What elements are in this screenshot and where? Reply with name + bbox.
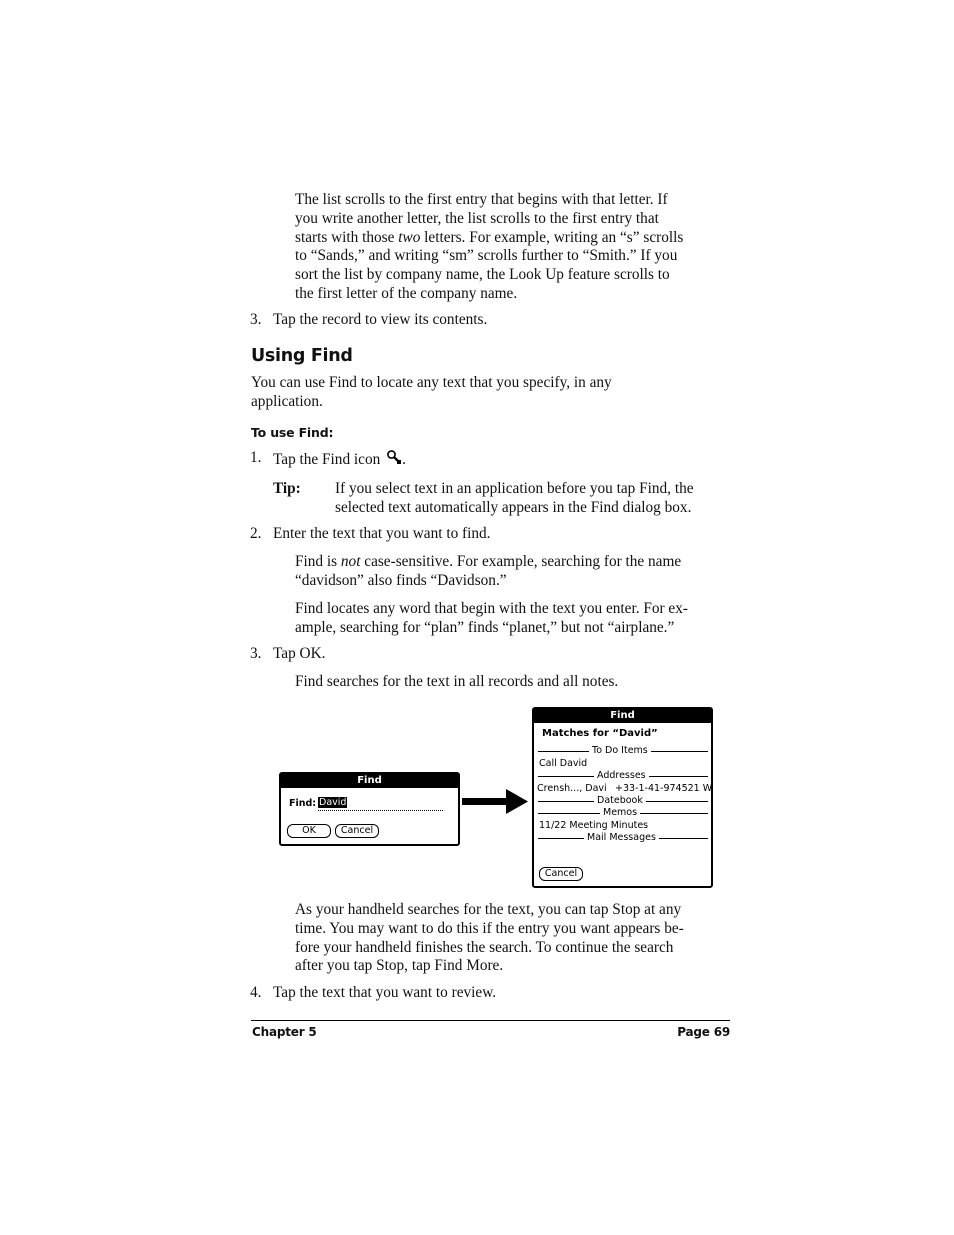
result-item-address[interactable] bbox=[537, 783, 713, 794]
tip-text bbox=[335, 480, 735, 518]
text-line: starts with those two letters. For example, writing an “s” scrolls bbox=[295, 228, 684, 246]
section-intro bbox=[251, 374, 731, 412]
text-line: Find locates any word that begin with the text you enter. For ex- bbox=[295, 600, 688, 617]
address-phone: +33-1-41-974521 W bbox=[615, 783, 713, 794]
text-line: the first letter of the company name. bbox=[295, 284, 518, 302]
step-text: Tap the record to view its contents. bbox=[273, 311, 488, 328]
section-header-datebook: Datebook bbox=[594, 795, 646, 806]
step-text: Tap the Find icon . bbox=[273, 451, 406, 468]
step-3-paragraph-2 bbox=[295, 901, 735, 976]
text-line: You can use Find to locate any text that you specify, in any bbox=[251, 374, 612, 391]
text-line: fore your handheld finishes the search. To continue the search bbox=[295, 938, 674, 956]
text-line: “davidson” also finds “Davidson.” bbox=[295, 571, 507, 589]
step-text: Tap OK. bbox=[273, 645, 326, 662]
result-item-todo[interactable]: Call David bbox=[539, 758, 588, 769]
address-name: Crensh..., Davi bbox=[537, 783, 607, 794]
text-line: after you tap Stop, tap Find More. bbox=[295, 957, 504, 975]
find-results-dialog bbox=[532, 707, 713, 888]
footer-page: Page 69 bbox=[677, 1025, 730, 1039]
find-input-selected-text: David bbox=[319, 797, 347, 808]
step-1 bbox=[250, 449, 730, 469]
text-line: selected text automatically appears in the Find dialog box. bbox=[335, 498, 692, 516]
step-text: Enter the text that you want to find. bbox=[273, 525, 491, 542]
text-line: application. bbox=[251, 392, 323, 410]
intro-paragraph bbox=[295, 191, 735, 304]
results-dialog-title: Find bbox=[534, 709, 711, 723]
text-line: Find is not case-sensitive. For example, searching for the name bbox=[295, 553, 682, 570]
step-2-paragraph-1 bbox=[295, 553, 735, 591]
section-header-todo: To Do Items bbox=[589, 745, 651, 756]
text-line: time. You may want to do this if the entry you want appears be- bbox=[295, 919, 684, 937]
find-label: Find: bbox=[289, 798, 317, 809]
results-cancel-button[interactable]: Cancel bbox=[539, 867, 583, 881]
section-title: Using Find bbox=[251, 346, 353, 366]
text-line: to “Sands,” and writing “sm” scrolls further to “Smith.” If you bbox=[295, 247, 678, 265]
text-line: The list scrolls to the first entry that begins with that letter. If bbox=[295, 191, 668, 208]
footer-rule bbox=[251, 1020, 730, 1021]
section-header-mail: Mail Messages bbox=[584, 832, 659, 843]
step-number: 1. bbox=[250, 449, 262, 466]
section-header-addresses: Addresses bbox=[594, 770, 649, 781]
find-dialog bbox=[279, 772, 460, 846]
step-text: Tap the text that you want to review. bbox=[273, 984, 497, 1001]
text-line: you write another letter, the list scrolls to the first entry that bbox=[295, 209, 659, 227]
result-item-memo[interactable]: 11/22 Meeting Minutes bbox=[539, 820, 649, 831]
text-line: If you select text in an application before you tap Find, the bbox=[335, 480, 694, 497]
text-line: ample, searching for “plan” finds “planet,” but not “airplane.” bbox=[295, 618, 675, 636]
step-number: 4. bbox=[250, 984, 262, 1001]
right-arrow-icon bbox=[462, 788, 530, 816]
ok-button[interactable]: OK bbox=[287, 824, 331, 838]
footer-chapter: Chapter 5 bbox=[252, 1025, 317, 1039]
step-number: 3. bbox=[250, 311, 262, 328]
text-line: sort the list by company name, the Look Up feature scrolls to bbox=[295, 266, 670, 284]
results-heading: Matches for “David” bbox=[542, 728, 658, 739]
find-dialog-title: Find bbox=[281, 774, 458, 788]
step-number: 3. bbox=[250, 645, 262, 662]
find-magnifier-icon bbox=[386, 449, 402, 465]
step-2-paragraph-2 bbox=[295, 600, 735, 638]
step-3-paragraph-1: Find searches for the text in all records and all notes. bbox=[295, 673, 619, 690]
step-number: 2. bbox=[250, 525, 262, 542]
section-header-memos: Memos bbox=[600, 807, 640, 818]
cancel-button[interactable]: Cancel bbox=[335, 824, 379, 838]
tip-label: Tip: bbox=[273, 480, 301, 497]
find-input[interactable] bbox=[318, 797, 443, 811]
text-line: As your handheld searches for the text, you can tap Stop at any bbox=[295, 901, 682, 918]
procedure-title: To use Find: bbox=[251, 425, 334, 440]
